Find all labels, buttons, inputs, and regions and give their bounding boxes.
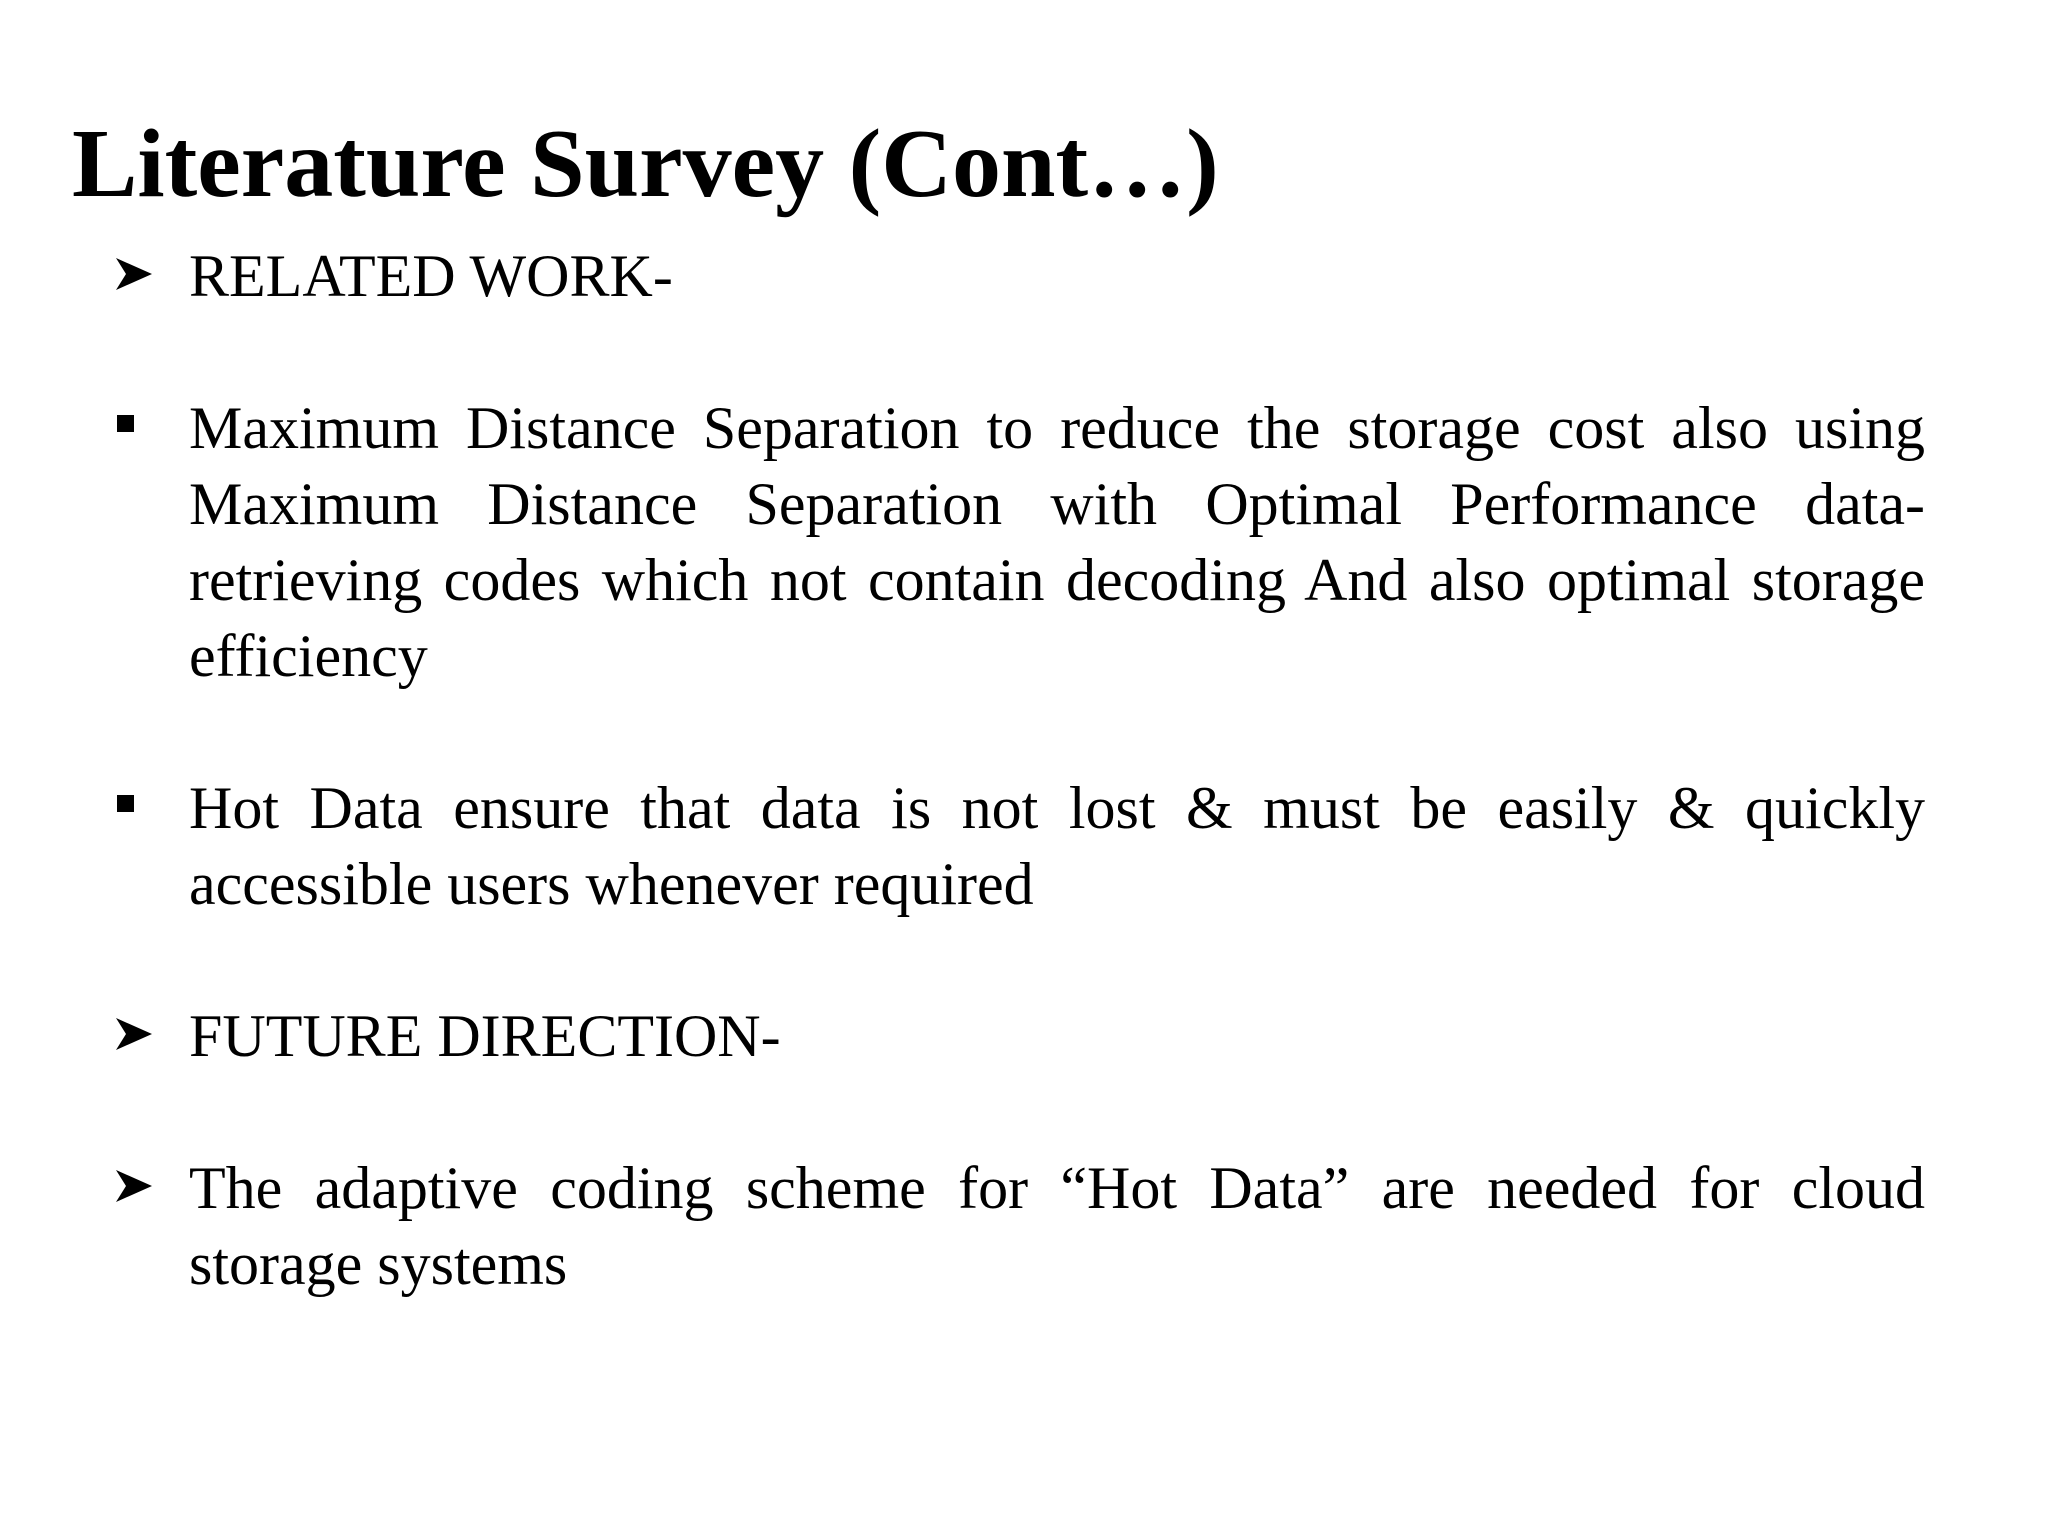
bullet-item-mds (110, 390, 1925, 694)
bullet-item-related-work (110, 238, 1925, 314)
arrow-bullet-icon (110, 998, 170, 1074)
slide-title: Literature Survey (Cont…) (72, 110, 1219, 218)
arrow-bullet-icon (110, 1150, 170, 1226)
bullet-item-adaptive-coding (110, 1150, 1925, 1302)
bullet-item-future-direction (110, 998, 1925, 1074)
bullet-text: FUTURE DIRECTION- (189, 1003, 781, 1069)
square-bullet-icon (110, 770, 170, 846)
bullet-text: Maximum Distance Separation to reduce the storage cost also using Maximum Distance Separation with Optimal Performance data-retrieving codes which not contain decoding And also optimal storage efficiency (189, 395, 1925, 689)
bullet-item-hot-data (110, 770, 1925, 922)
bullet-text: RELATED WORK- (189, 243, 673, 309)
bullet-text: Hot Data ensure that data is not lost & must be easily & quickly accessible users whenever required (189, 775, 1925, 917)
arrow-bullet-icon (110, 238, 170, 314)
square-bullet-icon (110, 390, 170, 466)
bullet-text: The adaptive coding scheme for “Hot Data” are needed for cloud storage systems (189, 1155, 1925, 1297)
